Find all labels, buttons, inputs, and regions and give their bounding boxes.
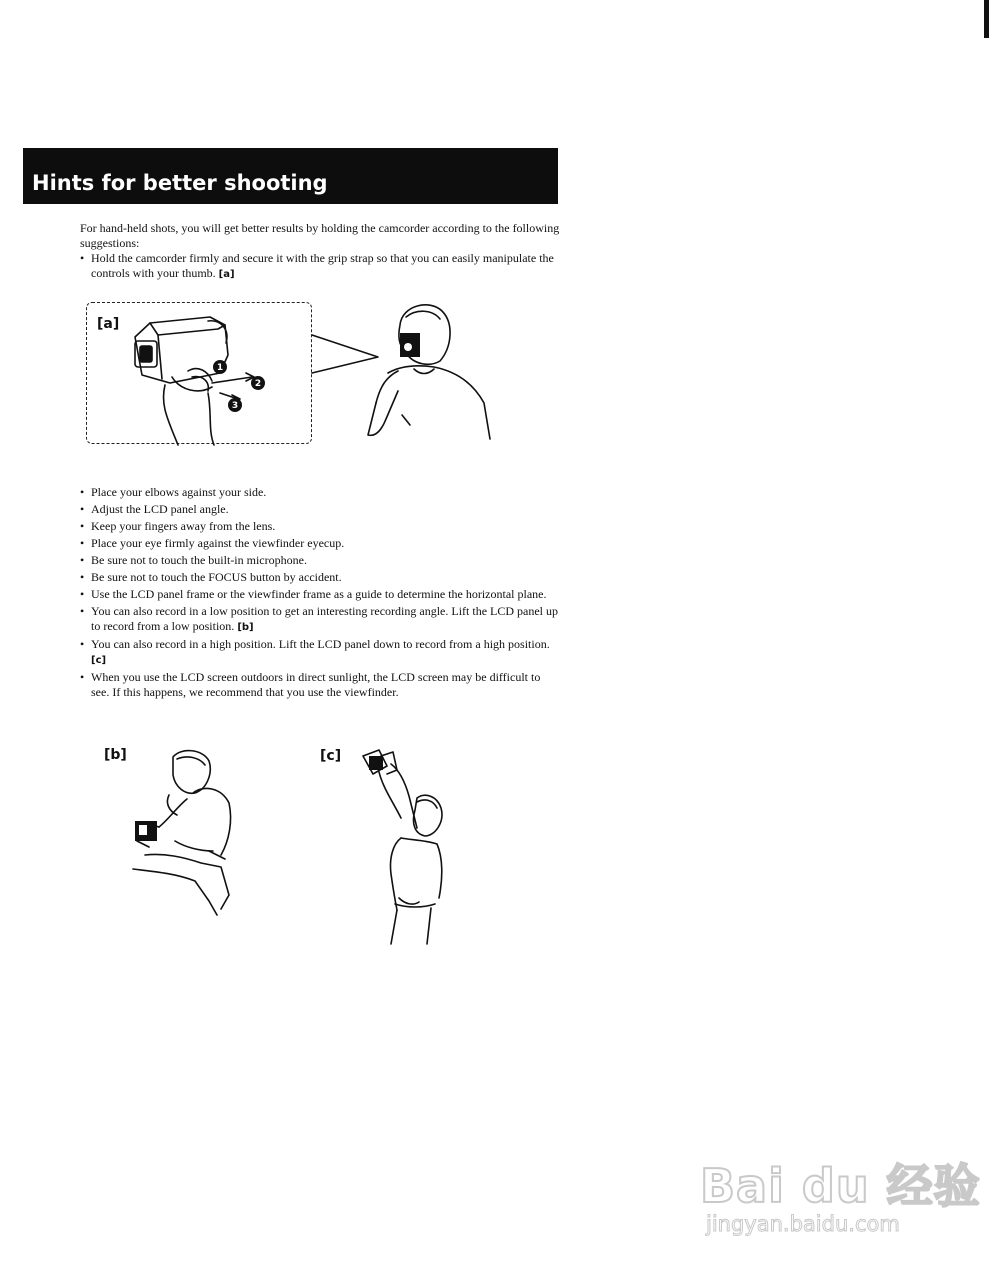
bullet-item: • Hold the camcorder firmly and secure it with the grip strap so that you can easily manipulate the controls with your thumb. [a] [80,251,560,282]
watermark-url: jingyan.baidu.com [706,1212,900,1236]
figure-c-label: [c] [320,748,342,764]
figure-c-illustration [355,748,455,948]
bullet-item: • Place your elbows against your side. [80,485,560,500]
figure-b-illustration [125,745,245,920]
figure-ref-tag: [a] [218,269,235,280]
intro-bullets [80,251,560,282]
intro-text: For hand-held shots, you will get better results by holding the camcorder according to the following suggestions: [80,221,560,250]
bullet-item: • Place your eye firmly against the viewfinder eyecup. [80,536,560,551]
tips-list [80,485,560,700]
bullet-item: • Use the LCD panel frame or the viewfinder frame as a guide to determine the horizontal plane. [80,587,560,602]
bullet-item: • Keep your fingers away from the lens. [80,519,560,534]
figure-b-label: [b] [104,747,127,763]
section-title: Hints for better shooting [32,171,328,195]
bullet-item: • You can also record in a high position. Lift the LCD panel down to record from a high position. [c] [80,637,560,668]
page-edge-mark [984,0,989,38]
bullet-item: • Adjust the LCD panel angle. [80,502,560,517]
figure-a-illustration [80,295,500,455]
figure-ref-tag: [c] [91,655,107,666]
bullet-item: • Be sure not to touch the FOCUS button by accident. [80,570,560,585]
figure-a-label: [a] [97,316,120,332]
tips-list-block [80,485,560,702]
bullet-item: • Be sure not to touch the built-in microphone. [80,553,560,568]
intro-block [80,221,560,284]
bullet-item: • When you use the LCD screen outdoors in direct sunlight, the LCD screen may be difficult to see. If this happens, we recommend that you use the viewfinder. [80,670,560,700]
section-header-bar [23,148,558,204]
step-marker-3: 3 [231,401,239,411]
step-marker-1: 1 [216,363,224,373]
figure-ref-tag: [b] [237,622,254,633]
step-marker-2: 2 [254,379,262,389]
bullet-item: • You can also record in a low position to get an interesting recording angle. Lift the LCD panel up to record from a low position. [b] [80,604,560,635]
watermark [700,1150,981,1260]
watermark-brand: Bai du 经验 [700,1159,981,1213]
